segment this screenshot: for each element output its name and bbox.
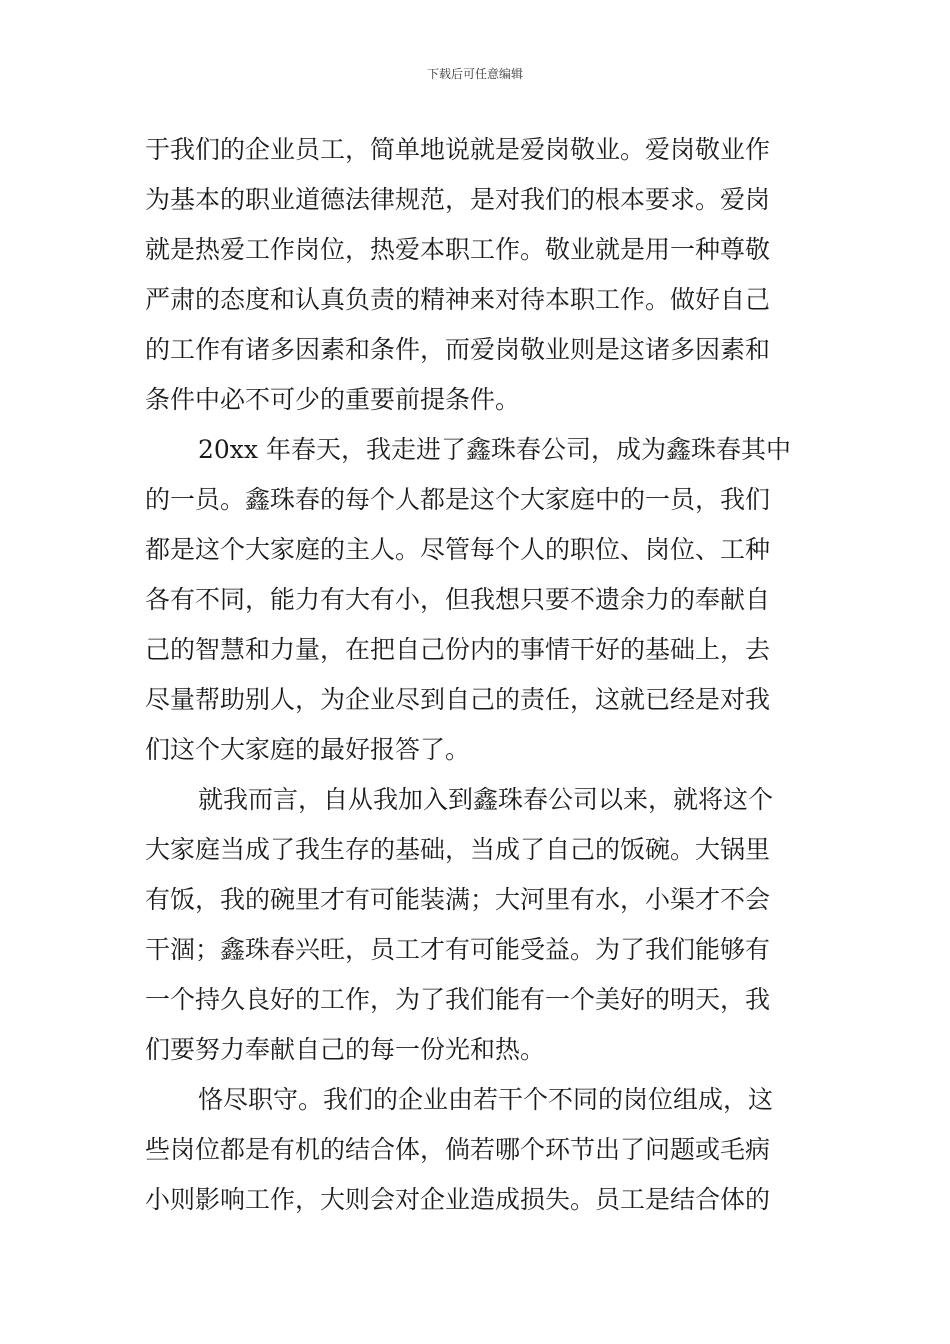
text-line: 己的智慧和力量，在把自己份内的事情干好的基础上，去 — [145, 635, 771, 664]
text-line: 都是这个大家庭的主人。尽管每个人的职位、岗位、工种 — [145, 535, 771, 564]
text-line: 有饭，我的碗里才有可能装满；大河里有水，小渠才不会 — [145, 885, 771, 914]
header-note: 下载后可任意编辑 — [426, 67, 523, 81]
text-line: 尽量帮助别人，为企业尽到自己的责任，这就已经是对我 — [145, 685, 771, 714]
text-line: 小则影响工作，大则会对企业造成损失。员工是结合体的 — [145, 1185, 771, 1214]
text-line: 一个持久良好的工作，为了我们能有一个美好的明天，我 — [145, 985, 771, 1014]
text-line: 条件中必不可少的重要前提条件。 — [145, 385, 521, 414]
text-line: 们这个大家庭的最好报答了。 — [145, 735, 471, 764]
text-line: 于我们的企业员工，简单地说就是爱岗敬业。爱岗敬业作 — [145, 135, 771, 164]
text-line: 为基本的职业道德法律规范，是对我们的根本要求。爱岗 — [145, 185, 771, 214]
text-line: 20xx 年春天，我走进了鑫珠春公司，成为鑫珠春其中 — [198, 435, 791, 464]
text-line: 干涸；鑫珠春兴旺，员工才有可能受益。为了我们能够有 — [145, 935, 771, 964]
text-line: 就是热爱工作岗位，热爱本职工作。敬业就是用一种尊敬 — [145, 235, 771, 264]
text-line: 就我而言，自从我加入到鑫珠春公司以来，就将这个 — [198, 785, 774, 814]
text-line: 严肃的态度和认真负责的精神来对待本职工作。做好自己 — [145, 285, 771, 314]
text-line: 们要努力奉献自己的每一份光和热。 — [145, 1035, 546, 1064]
text-line: 些岗位都是有机的结合体，倘若哪个环节出了问题或毛病 — [145, 1135, 771, 1164]
text-line: 恪尽职守。我们的企业由若干个不同的岗位组成，这 — [198, 1085, 774, 1114]
body-text — [145, 125, 810, 1225]
text-line: 的工作有诸多因素和条件，而爱岗敬业则是这诸多因素和 — [145, 335, 771, 364]
text-line: 各有不同，能力有大有小，但我想只要不遗余力的奉献自 — [145, 585, 771, 614]
text-line: 大家庭当成了我生存的基础，当成了自己的饭碗。大锅里 — [145, 835, 771, 864]
text-line: 的一员。鑫珠春的每个人都是这个大家庭中的一员，我们 — [145, 485, 771, 514]
